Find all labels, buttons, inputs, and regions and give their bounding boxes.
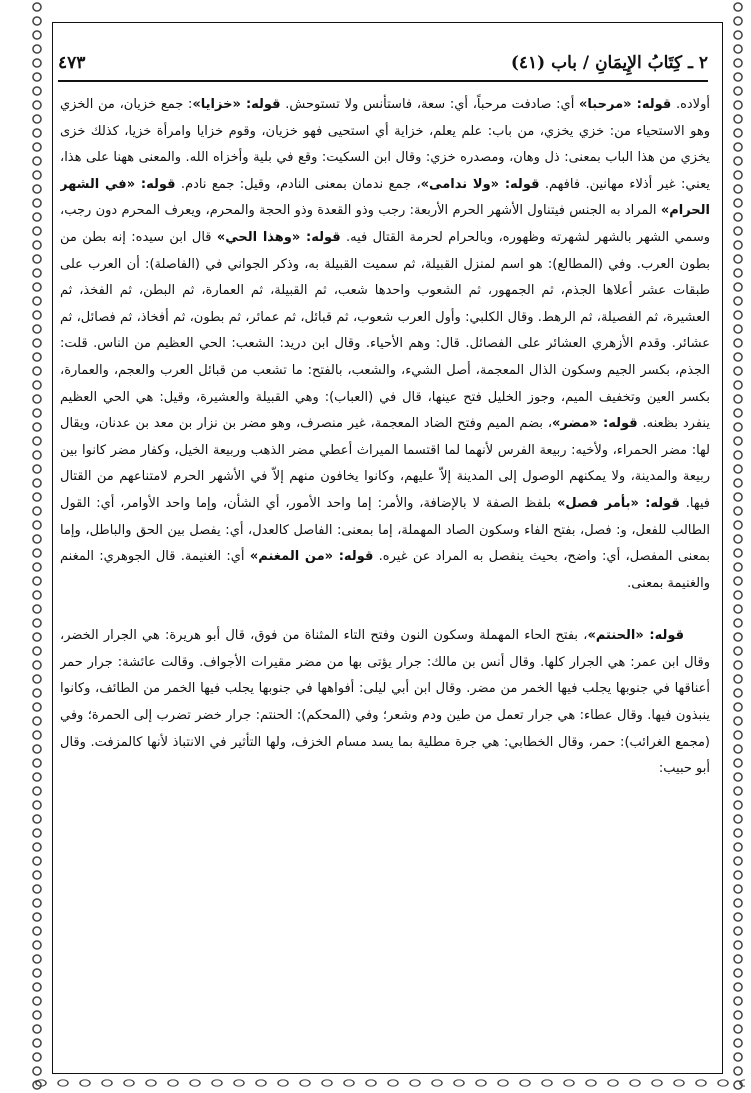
right-ornamental-border [731, 0, 745, 1093]
bottom-ornamental-border [30, 1076, 745, 1090]
paragraph [60, 92, 710, 597]
quoted-lemma: قوله: «خزايا» [192, 97, 281, 112]
frame-line-left [52, 22, 53, 1074]
commentary-text: : جمع خزيان، من الخزي وهو الاستحياء من: خزي يخزي، من باب: علم يعلم، خزاية أي استحيى فهو خزيان، وقوم خزايا وامرأة خزيا، كذلك خزى يخزي من هذا الباب بمعنى: ذل وهان، ومصدره خزي: وقال ابن السكيت: وقع في بلية وأخزاه الله. والمعنى ههنا على هذا، يعني: غير أذلاء مهانين. فافهم. [60, 97, 710, 192]
frame-line-right [722, 22, 723, 1074]
quoted-lemma: قوله: «الحنتم» [587, 628, 684, 644]
quoted-lemma: قوله: «مضر» [552, 416, 638, 432]
commentary-text: بلفظ الصفة لا بالإضافة، والأمر: إما واحد الأمور، أي الشأن، وإما واحد الأوامر، أي: القول الطالب للفعل، و: فصل، بفتح الفاء وسكون الصاد المهملة، إما بمعنى: الفاصل كالعدل، أي: يفصل بين الحق والباطل، وإما بمعنى المفصل، أي: واضح، بحيث ينفصل به المراد عن غيره. [60, 495, 710, 565]
commentary-text: أي: الغنيمة. قال الجوهري: المغنم والغنيمة بمعنى. [60, 549, 710, 591]
main-text [60, 92, 710, 1067]
page-number: ٤٧٣ [58, 53, 86, 73]
frame-line-top [52, 22, 723, 23]
quoted-lemma: قوله: «مرحبا» [579, 97, 672, 112]
paragraph [60, 623, 710, 783]
quoted-lemma: قوله: «وهذا الحي» [216, 229, 341, 245]
header-rule [58, 80, 708, 82]
commentary-text: قال ابن سيده: إنه بطن من بطون العرب. وفي (المطالع): هو اسم لمنزل القبيلة، ثم سميت القبيلة به، وذكر الجواني في (الفاصلة): أن العرب على طبقات عشر أعلاها الجذم، ثم الجمهور، ثم الشعوب واحدها شعب، ثم القبيلة، ثم العمارة، ثم البطن، ثم الفخذ، ثم العشيرة، ثم الفصيلة، ثم الرهط. وقال الكلبي: وأول العرب شعوب، ثم قبائل، ثم عمائر، ثم بطون، ثم أفخاذ، ثم فصائل، ثم عشائر. وقدم الأزهري العشائر على الفصائل. قال: وهم الأحياء. وقال ابن دريد: الشعب: الحي العظيم من الناس. قلت: الجذم، بكسر الجيم وسكون الذال المعجمة، أصل الشيء، والشعب، بالفتح: ما تشعب من قبائل العرب والعجم، والعمارة، بكسر العين وتخفيف الميم، وجوز الخليل فتح عينها، قال في (العباب): وهي القبيلة والعشيرة، وقيل: هي الحي العظيم ينفرد بظعنه. [60, 229, 710, 432]
running-header [58, 50, 708, 76]
left-ornamental-border [30, 0, 44, 1093]
commentary-text: المراد به الجنس فيتناول الأشهر الحرم الأربعة: رجب وذو القعدة وذو الحجة والمحرم، ويعرف المحرم دون رجب، وسمي الشهر بالشهر لشهرته وظهوره، وبالحرام لحرمة القتال فيه. [60, 203, 710, 245]
commentary-text: ، بضم الميم وفتح الضاد المعجمة، غير منصرف، وهو مضر بن نزار بن معد بن عدنان، ويقال لها: مضر الحمراء، ولأخيه: ربيعة الفرس لأنهما لما اقتسما الميراث أعطي مضر الذهب وربيعة الخيل، وكفار مضر كانوا بين ربيعة والمدينة، ولا يمكنهم الوصول إلى المدينة إلاّ عليهم، وكانوا يخافون منهم إلاّ في الأشهر الحرم لامتناعهم من القتال فيها. [60, 416, 710, 511]
commentary-text: ، بفتح الحاء المهملة وسكون النون وفتح التاء المثناة من فوق، قال أبو هريرة: هي الجرار الخضر، وقال ابن عمر: هي الجرار كلها. وقال أنس بن مالك: جرار يؤتى بها من مضر مقيرات الأجواف. وقالت عائشة: جرار حمر أعناقها في جنوبها يجلب فيها الخمر من مضر. وقال ابن أبي ليلى: أفواهها في جنوبها يجلب فيها الخمر من الطائف، وكانوا ينبذون فيها. وقال عطاء: هي جرار تعمل من طين ودم وشعر؛ وفي (المحكم): الحنتم: جرار خضر تضرب إلى الحمرة؛ وفي (مجمع الغرائب): حمر، وقال الخطابي: هي جرة مطلية بما يسد مسام الخزف، ولها التأثير في الانتباذ لأنها كالمزفت. وقال أبو حبيب: [60, 628, 710, 777]
commentary-text: أولاده. [671, 97, 710, 112]
frame-line-bottom [52, 1073, 723, 1074]
chapter-title: ٢ ـ كِتَابُ الإِيمَانِ / باب (٤١) [510, 53, 708, 73]
quoted-lemma: قوله: «من المغنم» [249, 549, 374, 565]
quoted-lemma: قوله: «في الشهر الحرام» [60, 176, 710, 219]
quoted-lemma: قوله: «بأمر فصل» [556, 495, 680, 511]
commentary-text: ، جمع ندمان بمعنى النادم، وقيل: جمع نادم. [175, 176, 421, 192]
quoted-lemma: قوله: «ولا ندامى» [420, 176, 540, 192]
commentary-text: أي: صادفت مرحباً، أي: سعة، فاستأنس ولا تستوحش. [280, 97, 580, 112]
